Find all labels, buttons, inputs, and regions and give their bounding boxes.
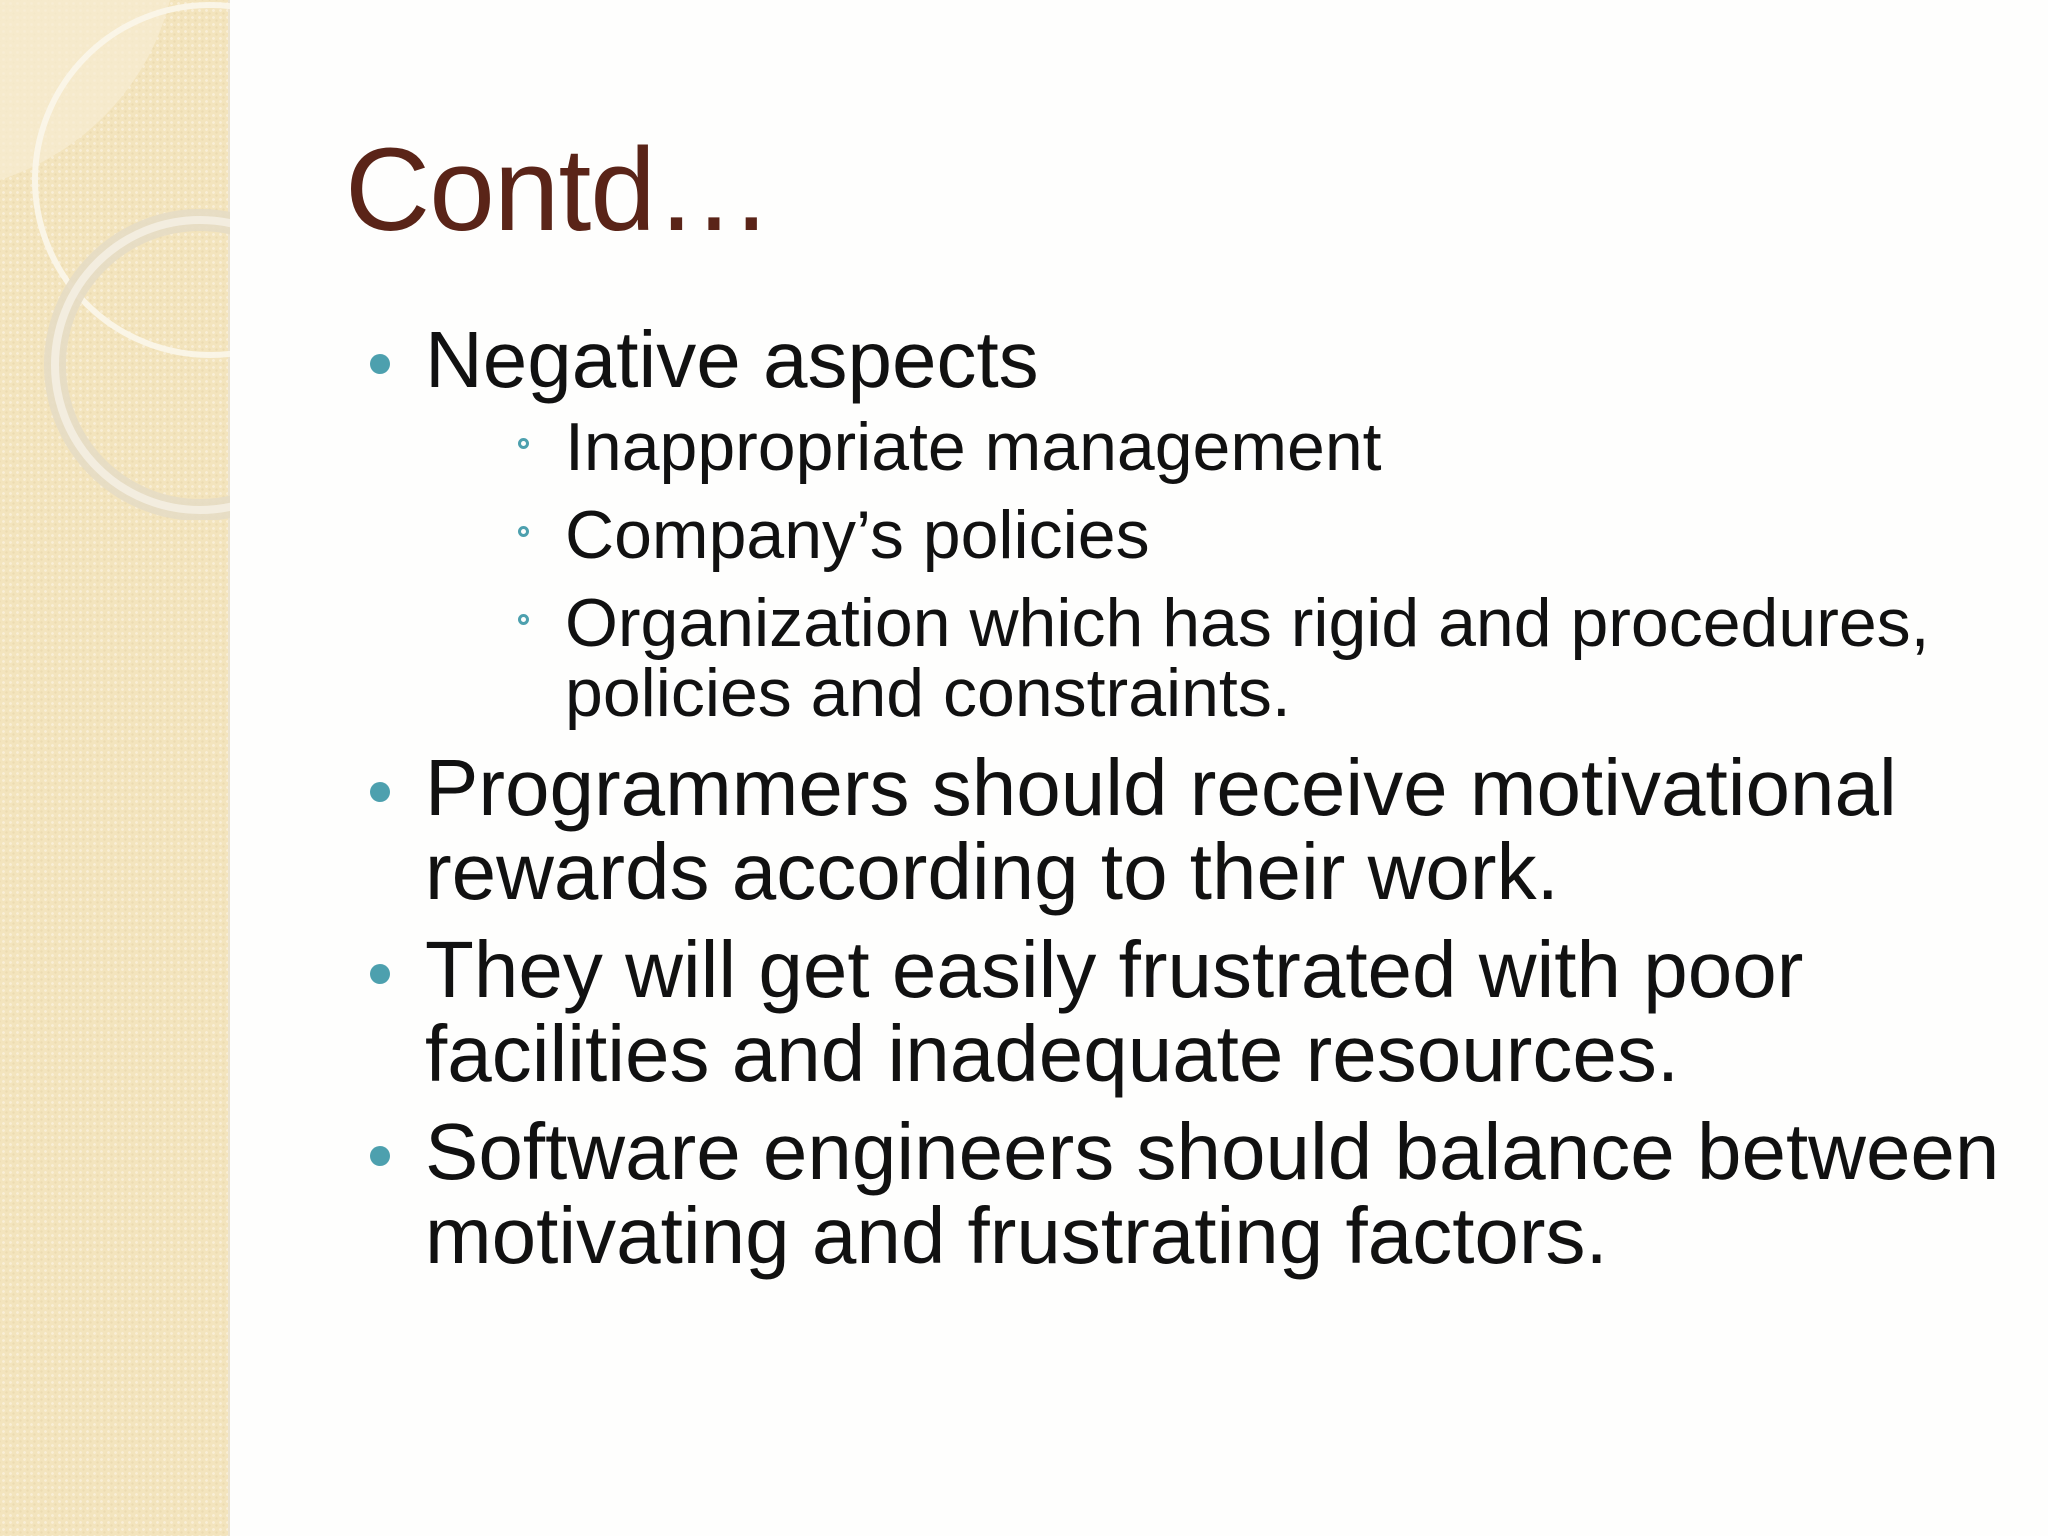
bullet-item-frustration: [345, 925, 2005, 1098]
bullet-dot-icon: [370, 1146, 390, 1166]
bullet-list: [345, 315, 2005, 1284]
decorative-circles: [0, 0, 230, 520]
decorative-light-corner: [0, 0, 170, 180]
bullet-text: They will get easily frustrated with poor facilities and inadequate resources.: [425, 925, 1804, 1098]
bullet-text: Software engineers should balance between motivating and frustrating factors.: [425, 1107, 2000, 1280]
decorative-ring-small: [55, 220, 230, 510]
bullet-dot-icon: [370, 964, 390, 984]
bullet-dot-icon: [370, 354, 390, 374]
bullet-item-balance: [345, 1107, 2005, 1280]
sub-bullet-list: [345, 409, 2005, 731]
sub-bullet-text: Organization which has rigid and procedures, policies and constraints.: [565, 585, 1930, 731]
sub-bullet-ring-icon: [518, 614, 529, 625]
sub-bullet-item: [425, 585, 2005, 731]
decorative-ring-small-highlight: [55, 220, 230, 510]
bullet-text: Programmers should receive motivational rewards according to their work.: [425, 743, 1897, 916]
sub-bullet-item: [425, 409, 2005, 485]
sub-bullet-text: Inappropriate management: [565, 409, 1382, 485]
bullet-dot-icon: [370, 782, 390, 802]
bullet-text: Negative aspects: [425, 315, 1039, 404]
sub-bullet-item: [425, 497, 2005, 573]
bullet-item-negative-aspects: [345, 315, 2005, 404]
sub-bullet-text: Company’s policies: [565, 497, 1150, 573]
sub-bullet-ring-icon: [518, 526, 529, 537]
sub-bullet-ring-icon: [518, 438, 529, 449]
bullet-item-rewards: [345, 743, 2005, 916]
slide-title: Contd…: [345, 124, 772, 256]
